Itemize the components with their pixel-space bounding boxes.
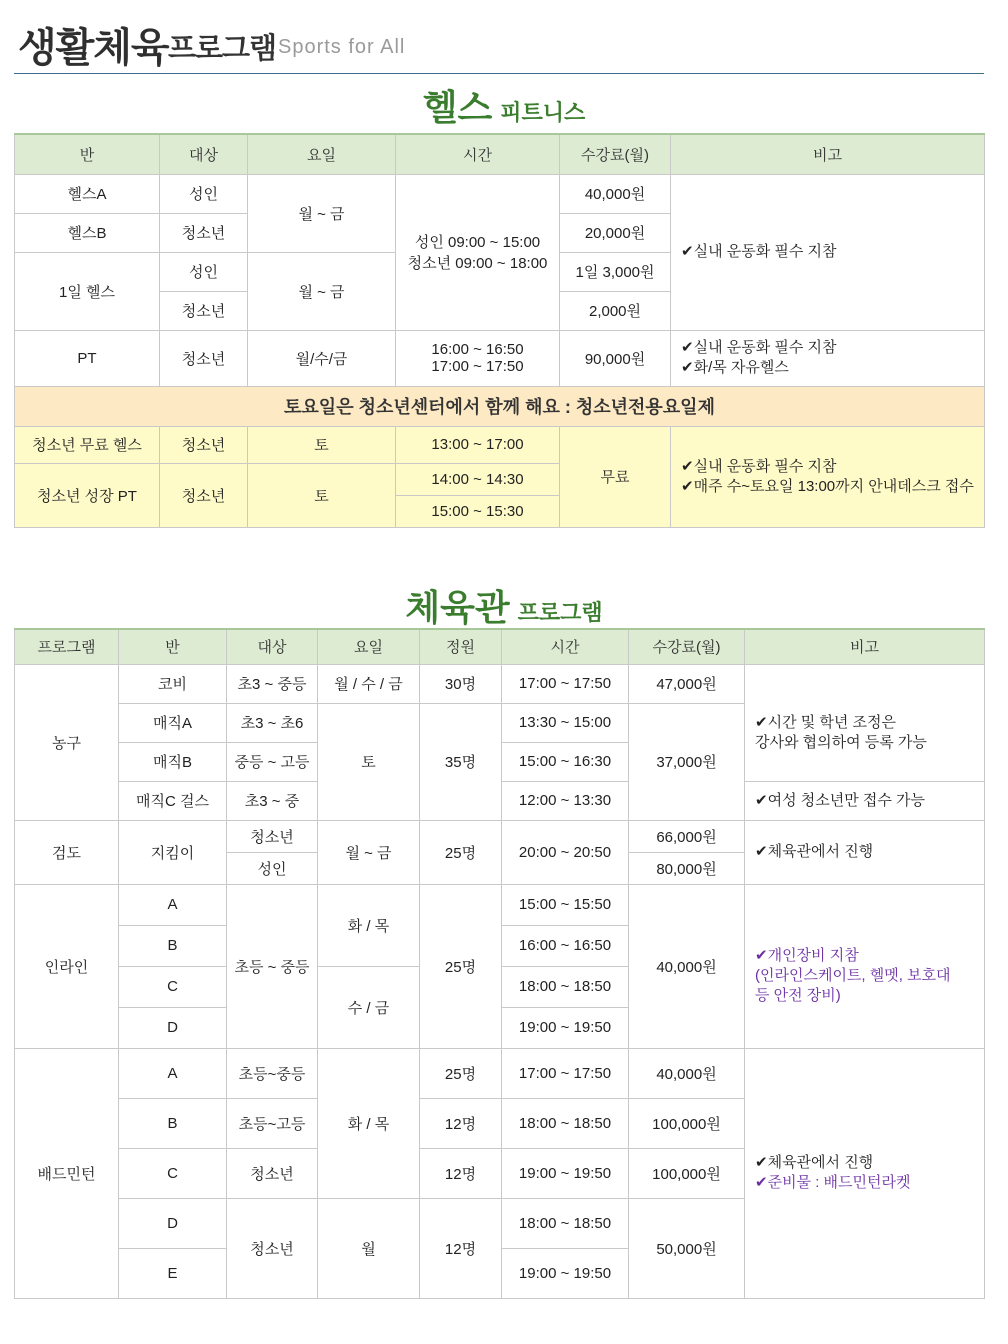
target-cell: 초3 ~ 중등 [227,664,318,703]
class-cell: B [119,1098,227,1148]
table-row [15,820,985,852]
capacity-cell: 25명 [420,820,502,884]
program-cell: 농구 [15,664,119,820]
note-cell [671,174,985,330]
col-program: 프로그램 [15,629,119,664]
program-cell: 배드민턴 [15,1048,119,1298]
capacity-cell: 25명 [420,1048,502,1098]
page-english-title: Sports for All [278,36,406,58]
fee-cell: 100,000원 [629,1148,745,1198]
col-time: 시간 [502,629,629,664]
table-row [15,664,985,703]
class-cell: A [119,1048,227,1098]
target-cell: 청소년 [227,1198,318,1298]
target-cell: 청소년 [160,291,248,330]
time-cell: 14:00 ~ 14:30 [396,463,560,495]
page-header [18,14,984,74]
page-subtitle: 프로그램 [168,33,277,65]
fee-cell: 40,000원 [629,884,745,1048]
note-cell [745,820,985,884]
note-cell [671,426,985,527]
class-cell: 헬스A [15,174,160,213]
days-cell: 월 / 수 / 금 [318,664,420,703]
program-cell: 인라인 [15,884,119,1048]
fee-cell: 20,000원 [560,213,671,252]
health-header-row [15,134,985,174]
class-cell: B [119,925,227,966]
time-cell: 13:00 ~ 17:00 [396,426,560,463]
health-subtitle: 피트니스 [500,100,586,125]
class-cell: PT [15,330,160,386]
note-text: ✔ 체육관에서 진행 [755,1153,984,1173]
note-text: ✔ 실내 운동화 필수 지참 [681,243,837,260]
fee-cell: 37,000원 [629,703,745,820]
capacity-cell: 12명 [420,1148,502,1198]
class-cell: 청소년 무료 헬스 [15,426,160,463]
class-cell: A [119,884,227,925]
capacity-cell: 35명 [420,703,502,820]
table-row [15,174,985,213]
col-fee: 수강료(월) [629,629,745,664]
fee-cell: 40,000원 [560,174,671,213]
fee-cell: 2,000원 [560,291,671,330]
target-cell: 초3 ~ 초6 [227,703,318,742]
target-cell: 청소년 [160,426,248,463]
class-cell: C [119,1148,227,1198]
fee-cell: 100,000원 [629,1098,745,1148]
gym-section-title [0,580,1008,631]
note-text: ✔ 실내 운동화 필수 지참 [681,457,984,477]
health-section-title [0,80,1008,131]
col-note: 비고 [671,134,985,174]
target-cell: 청소년 [160,330,248,386]
target-cell: 초3 ~ 중 [227,781,318,820]
days-cell: 월/수/금 [248,330,396,386]
time-cell: 19:00 ~ 19:50 [502,1248,629,1298]
class-cell: E [119,1248,227,1298]
days-cell: 화 / 목 [318,884,420,966]
target-cell: 청소년 [160,463,248,527]
col-days: 요일 [248,134,396,174]
target-cell: 청소년 [227,820,318,852]
note-cell [745,884,985,1048]
class-cell: 청소년 성장 PT [15,463,160,527]
target-cell: 청소년 [160,213,248,252]
fee-cell: 무료 [560,426,671,527]
col-days: 요일 [318,629,420,664]
time-cell: 15:00 ~ 16:30 [502,742,629,781]
class-cell: D [119,1007,227,1048]
capacity-cell: 30명 [420,664,502,703]
note-text: ✔ 화/목 자유헬스 [681,358,984,378]
target-cell: 초등 ~ 중등 [227,884,318,1048]
time-cell: 17:00 ~ 17:50 [502,1048,629,1098]
note-text: ✔ 여성 청소년만 접수 가능 [755,792,925,809]
class-cell: 매직B [119,742,227,781]
col-time: 시간 [396,134,560,174]
days-cell: 화 / 목 [318,1048,420,1198]
time-cell [396,174,560,330]
class-cell: C [119,966,227,1007]
time-cell: 16:00 ~ 16:50 [502,925,629,966]
col-target: 대상 [227,629,318,664]
days-cell: 토 [318,703,420,820]
time-cell: 12:00 ~ 13:30 [502,781,629,820]
class-cell: 코비 [119,664,227,703]
target-cell: 중등 ~ 고등 [227,742,318,781]
time-cell: 15:00 ~ 15:50 [502,884,629,925]
table-row [15,1048,985,1098]
note-cell [745,781,985,820]
table-row [15,884,985,925]
gym-header-row [15,629,985,664]
target-cell: 청소년 [227,1148,318,1198]
class-cell: 지킴이 [119,820,227,884]
days-cell: 월 ~ 금 [248,174,396,252]
col-target: 대상 [160,134,248,174]
gym-subtitle: 프로그램 [517,600,603,625]
col-class: 반 [119,629,227,664]
time-cell: 19:00 ~ 19:50 [502,1007,629,1048]
class-cell: 매직C 걸스 [119,781,227,820]
saturday-banner-row [15,386,985,426]
fee-cell: 66,000원 [629,820,745,852]
note-text: ✔ 체육관에서 진행 [755,843,873,860]
note-cell [745,664,985,781]
fee-cell: 40,000원 [629,1048,745,1098]
fee-cell: 80,000원 [629,852,745,884]
health-title: 헬스 [422,87,493,128]
note-cell [671,330,985,386]
time-adult: 성인 09:00 ~ 15:00 [414,234,541,251]
note-text: ✔ 매주 수~토요일 13:00까지 안내데스크 접수 [681,477,984,497]
note-text: ✔ 시간 및 학년 조정은 강사와 협의하여 등록 가능 [755,714,927,751]
capacity-cell: 25명 [420,884,502,1048]
time-line: 16:00 ~ 16:50 [431,341,524,358]
col-capacity: 정원 [420,629,502,664]
time-youth: 청소년 09:00 ~ 18:00 [407,255,548,272]
col-fee: 수강료(월) [560,134,671,174]
time-cell: 18:00 ~ 18:50 [502,1098,629,1148]
header-divider [14,73,984,74]
note-text: ✔ 실내 운동화 필수 지참 [681,338,984,358]
time-cell: 20:00 ~ 20:50 [502,820,629,884]
class-cell: 매직A [119,703,227,742]
target-cell: 성인 [160,174,248,213]
gym-table [14,628,985,1299]
note-text: ✔ 개인장비 지참 (인라인스케이트, 헬멧, 보호대 등 안전 장비) [755,947,951,1004]
col-class: 반 [15,134,160,174]
days-cell: 토 [248,426,396,463]
target-cell: 성인 [227,852,318,884]
days-cell: 토 [248,463,396,527]
program-cell: 검도 [15,820,119,884]
class-cell: D [119,1198,227,1248]
target-cell: 초등~중등 [227,1048,318,1098]
saturday-banner: 토요일은 청소년센터에서 함께 해요 : 청소년전용요일제 [15,386,985,426]
days-cell: 월 [318,1198,420,1298]
gym-title: 체육관 [405,587,510,628]
fee-cell: 47,000원 [629,664,745,703]
fee-cell: 1일 3,000원 [560,252,671,291]
target-cell: 초등~고등 [227,1098,318,1148]
target-cell: 성인 [160,252,248,291]
class-cell: 헬스B [15,213,160,252]
time-cell: 17:00 ~ 17:50 [502,664,629,703]
note-cell [745,1048,985,1298]
health-table [14,133,985,528]
time-cell: 18:00 ~ 18:50 [502,966,629,1007]
capacity-cell: 12명 [420,1098,502,1148]
time-cell: 18:00 ~ 18:50 [502,1198,629,1248]
fee-cell: 50,000원 [629,1198,745,1298]
time-cell: 19:00 ~ 19:50 [502,1148,629,1198]
page-title: 생활체육 [18,26,169,70]
capacity-cell: 12명 [420,1198,502,1298]
days-cell: 월 ~ 금 [318,820,420,884]
table-row [15,330,985,386]
time-cell [396,330,560,386]
time-line: 17:00 ~ 17:50 [431,358,524,375]
col-note: 비고 [745,629,985,664]
time-cell: 13:30 ~ 15:00 [502,703,629,742]
note-text: ✔ 준비물 : 배드민턴라켓 [755,1173,984,1193]
class-cell: 1일 헬스 [15,252,160,330]
time-cell: 15:00 ~ 15:30 [396,495,560,527]
days-cell: 수 / 금 [318,966,420,1048]
table-row [15,426,985,463]
days-cell: 월 ~ 금 [248,252,396,330]
fee-cell: 90,000원 [560,330,671,386]
